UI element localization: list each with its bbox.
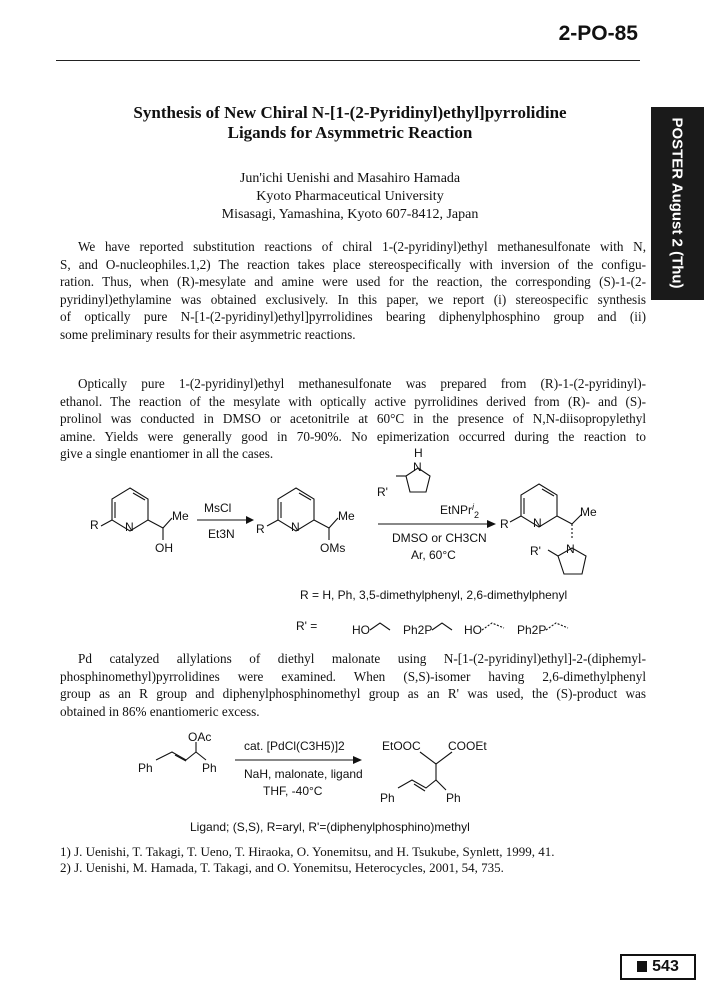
bond bbox=[101, 520, 112, 526]
arrow-head bbox=[246, 516, 254, 524]
arrow-head bbox=[353, 756, 362, 764]
title-line-2: Ligands for Asymmetric Reaction bbox=[227, 123, 473, 142]
bond bbox=[557, 516, 572, 524]
reagent-et3n: Et3N bbox=[208, 527, 235, 541]
bond bbox=[482, 623, 504, 630]
label-Me: Me bbox=[580, 505, 597, 519]
label-OH: OH bbox=[155, 541, 173, 555]
reagent-conditions: Ar, 60°C bbox=[411, 548, 456, 562]
reference-1: 1) J. Uenishi, T. Takagi, T. Ueno, T. Hiraoka, O. Yonemitsu, and H. Tsukube, Synlett, 1999, 41. bbox=[60, 844, 555, 859]
label-N: N bbox=[125, 520, 134, 534]
label-OAc: OAc bbox=[188, 730, 212, 744]
page-number bbox=[620, 954, 696, 980]
label-OMs: OMs bbox=[320, 541, 346, 555]
label-HO: HO bbox=[352, 623, 370, 637]
label-R: R bbox=[500, 517, 509, 531]
bond bbox=[314, 520, 329, 528]
reagent-mscl: MsCl bbox=[204, 501, 232, 515]
label-N: N bbox=[413, 460, 422, 474]
text-line: phosphinomethyl)pyrrolidines were examined. When (S,S)-isomer having 2,6-dimethylphenyl bbox=[60, 668, 646, 684]
label-EtOOC: EtOOC bbox=[382, 739, 421, 753]
address: Misasagi, Yamashina, Kyoto 607-8412, Japan bbox=[221, 207, 479, 222]
label-Me: Me bbox=[338, 509, 355, 523]
bond bbox=[370, 623, 390, 630]
bond bbox=[329, 518, 338, 528]
label-Ph: Ph bbox=[446, 791, 461, 805]
arrow-head bbox=[487, 520, 496, 528]
label-N: N bbox=[566, 542, 575, 556]
title-line-1: Synthesis of New Chiral N-[1-(2-Pyridinyl)ethyl]pyrrolidine bbox=[133, 103, 567, 122]
poster-code: 2-PO-85 bbox=[558, 22, 638, 45]
label-COOEt: COOEt bbox=[448, 739, 487, 753]
bond bbox=[546, 623, 568, 630]
text-line: some preliminary results for their asymmetric reactions. bbox=[60, 326, 356, 342]
label-R: R bbox=[90, 518, 99, 532]
label-Ph2P: Ph2P bbox=[403, 623, 433, 637]
bond bbox=[148, 520, 163, 528]
label-Ph: Ph bbox=[138, 761, 153, 775]
references bbox=[60, 844, 555, 876]
label-N: N bbox=[291, 520, 300, 534]
reagent-base: EtNPr$^i_2$ bbox=[440, 502, 480, 520]
bond bbox=[432, 623, 452, 630]
reagent-temperature: THF, -40°C bbox=[263, 784, 323, 798]
bond bbox=[196, 752, 206, 760]
text-line: of optically pure N-[1-(2-pyridinyl)ethyl]pyrrolidines bearing diphenylphosphino group and (ii) bbox=[60, 309, 646, 324]
reaction-scheme-2 bbox=[138, 730, 487, 805]
r-definition: R = H, Ph, 3,5-dimethylphenyl, 2,6-dimethylphenyl bbox=[300, 588, 568, 602]
text-line: obtained in 86% enantiomeric excess. bbox=[60, 703, 260, 719]
text-line: ration. Thus, when (R)-mesylate and amine were used for the reaction, the corresponding (S)-1-(2- bbox=[60, 274, 646, 289]
label-H: H bbox=[414, 446, 423, 460]
reagent-solvent: DMSO or CH3CN bbox=[392, 531, 487, 545]
label-Rp: R' bbox=[530, 544, 541, 558]
text-line: Optically pure 1-(2-pyridinyl)ethyl methanesulfonate was prepared from (R)-1-(2-pyridinyl)- bbox=[78, 376, 646, 391]
reference-2: 2) J. Uenishi, M. Hamada, T. Takagi, and O. Yonemitsu, Heterocycles, 2001, 54, 735. bbox=[60, 860, 504, 875]
bond bbox=[510, 516, 521, 522]
label-Ph: Ph bbox=[202, 761, 217, 775]
text-line: group as an R group and diphenylphosphinomethyl group as an R' was used, the (S)-product was bbox=[60, 686, 646, 701]
bond bbox=[267, 520, 278, 526]
bond bbox=[420, 752, 436, 764]
bond bbox=[175, 755, 186, 761]
text-line: Pd catalyzed allylations of diethyl malonate using N-[1-(2-pyridinyl)ethyl]-2-(diphemyl- bbox=[78, 651, 646, 666]
bond bbox=[436, 752, 452, 764]
label-Ph2P: Ph2P bbox=[517, 623, 547, 637]
text-line: give a single enantiomer in all the cases. bbox=[60, 446, 274, 461]
page-number-text: 543 bbox=[652, 958, 679, 975]
r-prime-definition: R' = bbox=[296, 619, 318, 633]
affiliation: Kyoto Pharmaceutical University bbox=[256, 189, 444, 204]
label-Ph: Ph bbox=[380, 791, 395, 805]
label-N: N bbox=[533, 516, 542, 530]
label-Me: Me bbox=[172, 509, 189, 523]
text-line: amine. Yields were generally good in 70-90%. No epimerization occurred during the reaction to bbox=[60, 428, 646, 444]
text-line: pyridinyl)ethylamine was obtained exclusively. In this paper, we report (i) stereospecific synthesis bbox=[60, 291, 646, 307]
label-R: R bbox=[256, 522, 265, 536]
text-line: ethanol. The reaction of the mesylate with optically active pyrrolidines derived from (R)- and (S)- bbox=[60, 393, 646, 409]
text-line: prolinol was conducted in DMSO or acetonitrile at 60°C in the presence of N,N-diisopropylethyl bbox=[60, 411, 646, 426]
bond bbox=[163, 518, 172, 528]
reagent-catalyst: cat. [PdCl(C3H5)]2 bbox=[244, 739, 345, 753]
label-Rp: R' bbox=[377, 485, 388, 499]
label-HO: HO bbox=[464, 623, 482, 637]
bond bbox=[548, 550, 558, 556]
reagent-base-malonate: NaH, malonate, ligand bbox=[244, 767, 363, 781]
ligand-note: Ligand; (S,S), R=aryl, R'=(diphenylphosphino)methyl bbox=[190, 820, 470, 834]
paragraph-allylation bbox=[60, 650, 646, 720]
text-line: We have reported substitution reactions of chiral 1-(2-pyridinyl)ethyl methanesulfonate with N, bbox=[78, 239, 646, 254]
text-line: S, and O-nucleophiles.1,2) The reaction takes place stereospecifically with inversion of the configu- bbox=[60, 256, 646, 272]
black-square-icon bbox=[637, 961, 647, 972]
author-names: Jun'ichi Uenishi and Masahiro Hamada bbox=[239, 171, 461, 186]
side-tab-text: POSTER August 2 (Thu) bbox=[668, 117, 686, 289]
bond bbox=[414, 784, 425, 791]
